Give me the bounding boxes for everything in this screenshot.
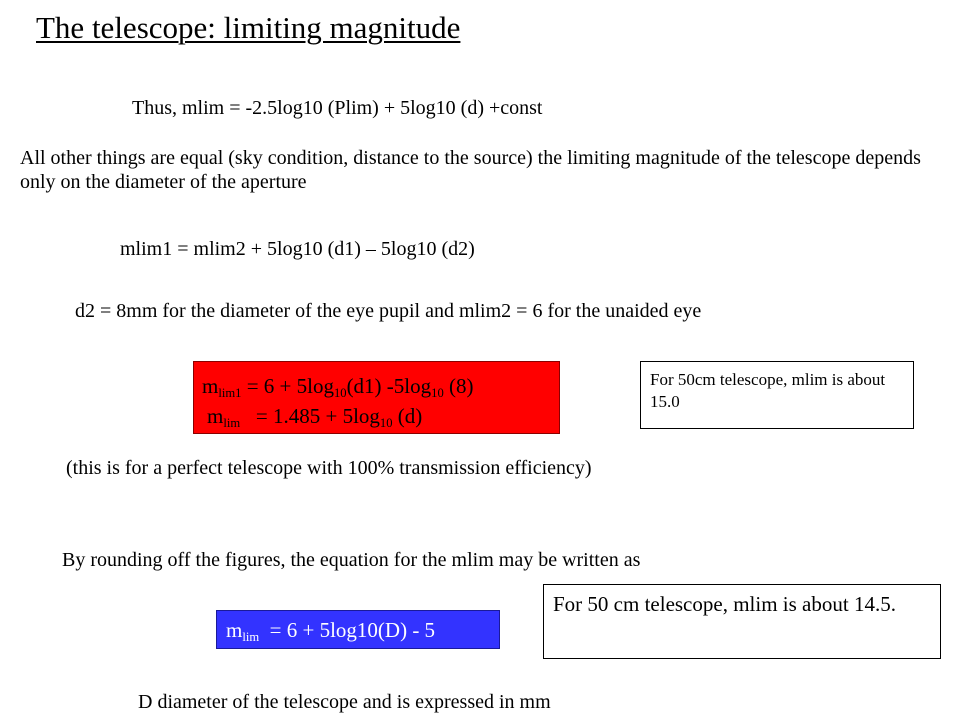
highlighted-equation-box bbox=[193, 361, 560, 434]
rounded-equation-box: $m_{lim} = 6 + 5\log 10(D) - 5$ bbox=[216, 610, 500, 649]
rounding-intro: By rounding off the figures, the equation for the mlim may be written as bbox=[62, 549, 641, 571]
equation-thus: Thus, mlim = -2.5log10 (Plim) + 5log10 (d) +const bbox=[132, 97, 543, 119]
d2-definition: d2 = 8mm for the diameter of the eye pupil and mlim2 = 6 for the unaided eye bbox=[75, 300, 702, 322]
equation-mlim1: mlim1 = mlim2 + 5log10 (d1) – 5log10 (d2) bbox=[120, 238, 475, 260]
d-definition: D diameter of the telescope and is expressed in mm bbox=[138, 691, 551, 713]
equation-mlim1-eye: $m_{lim1} = 6 + 5\log_{10}(d1)$ $-5\log_{10}$ (8) bbox=[202, 374, 474, 400]
aperture-paragraph: All other things are equal (sky condition, distance to the source) the limiting magnitude of the telescope depends only on the diameter of the aperture bbox=[20, 147, 921, 193]
note-50cm-15: For 50cm telescope, mlim is about 15.0 bbox=[640, 361, 914, 429]
slide-title: The telescope: limiting magnitude bbox=[36, 10, 461, 45]
perfect-telescope-note: (this is for a perfect telescope with 100% transmission efficiency) bbox=[66, 457, 592, 479]
equation-mlim-simplified: $m_{lim} = 1.485 + 5\log_{10}$ (d) bbox=[207, 404, 423, 430]
note-50cm-14-5: For 50 cm telescope, mlim is about 14.5. bbox=[543, 584, 941, 659]
